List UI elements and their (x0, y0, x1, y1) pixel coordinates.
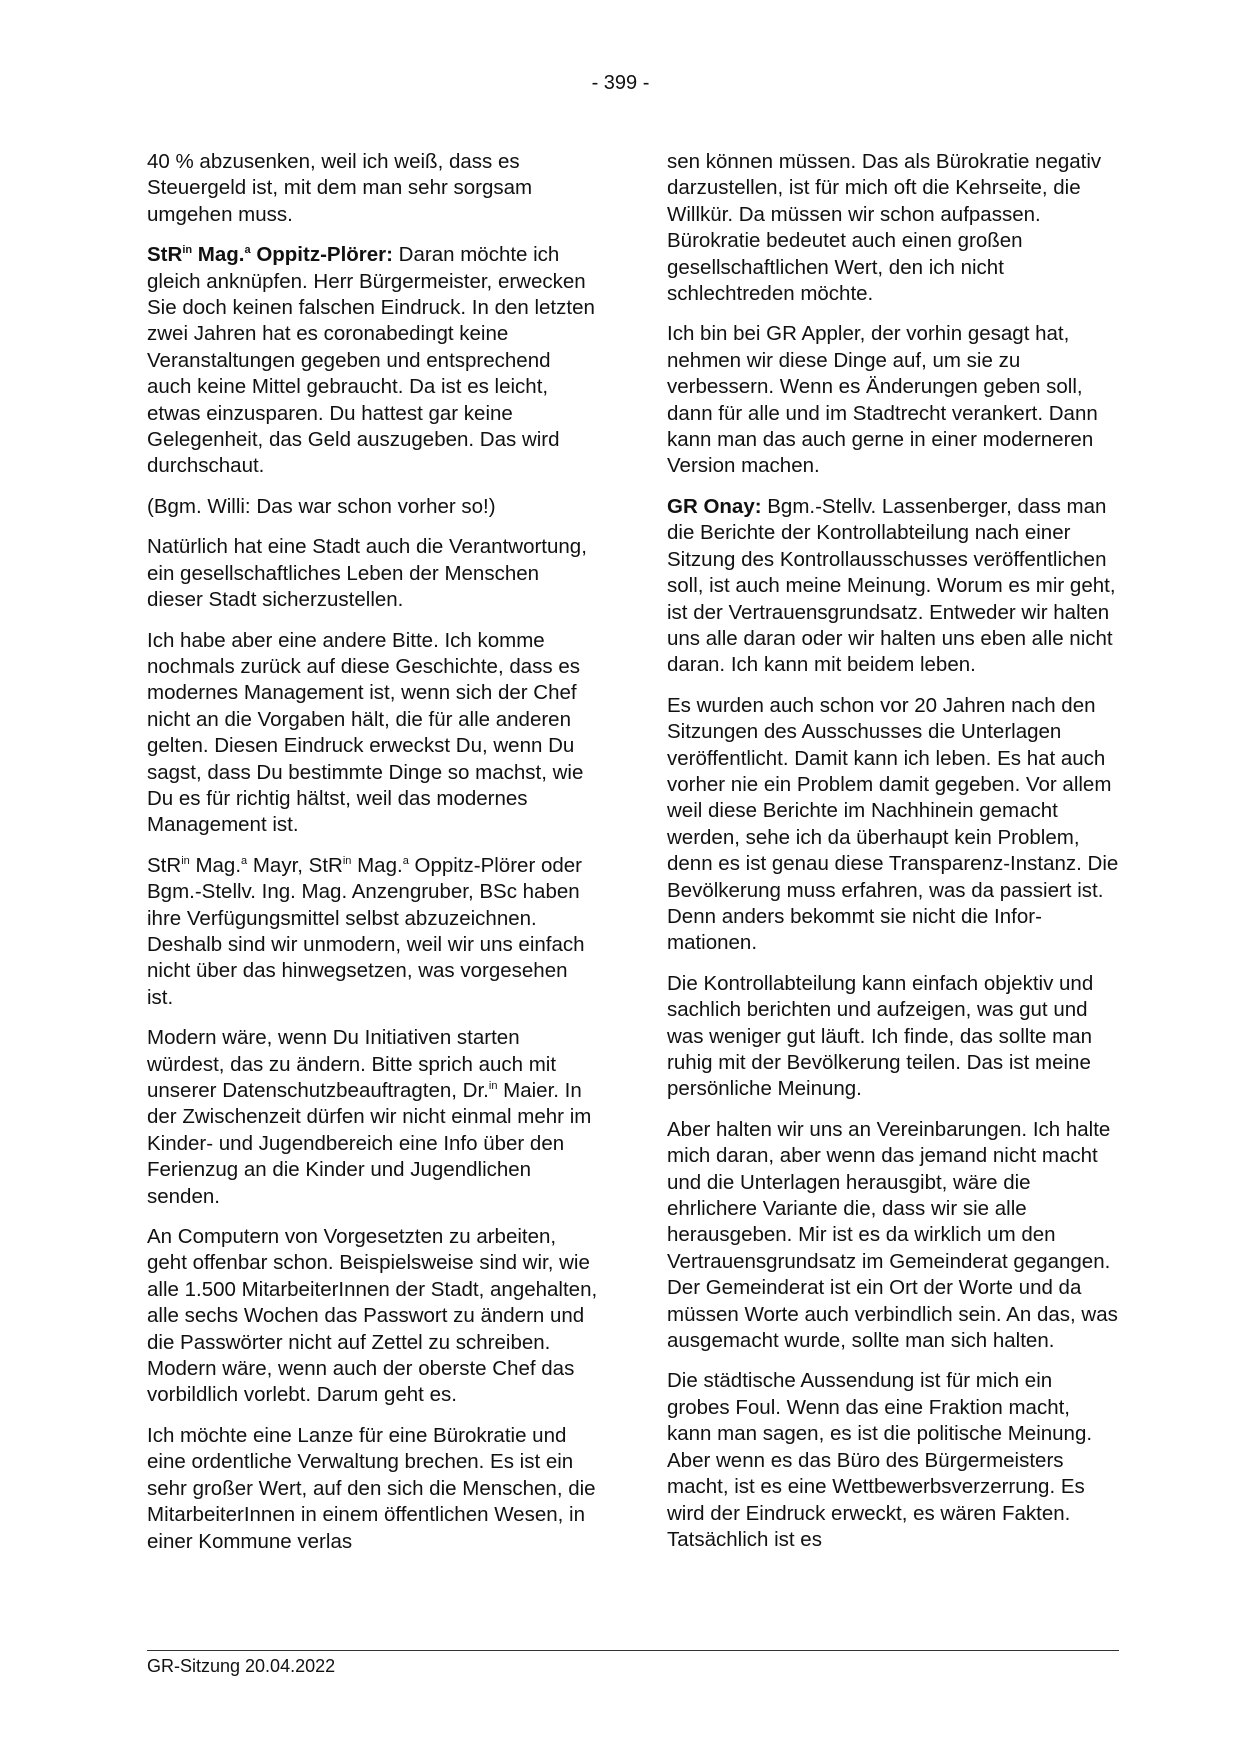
paragraph: Ich möchte eine Lanze für eine Bürokratie und eine ordentliche Verwaltung brechen. Es ist ein sehr großer Wert, auf den sich die Menschen, die MitarbeiterInnen in einem öffentlichen Wesen, in einer Kommune verlas (147, 1423, 596, 1553)
footer-divider (147, 1650, 1119, 1651)
paragraph: StR$^{in}$ Mag.$^a$ Mayr, StR$^{in}$ Mag.$^a$ Oppitz-Plörer oder Bgm.-Stellv. Ing. Mag. Anzengruber, BSc haben ihre Verfügungsmittel selbst abzuzeichnen. Deshalb sind wir unmodern, weil wir uns einfach nicht über das hinwegsetzen, was vorgesehen ist. (147, 853, 585, 1009)
paragraph: An Computern von Vorgesetzten zu arbeiten, geht offenbar schon. Beispielsweise sind wir, wie alle 1.500 MitarbeiterInnen der Stadt, angehalten, alle sechs Wochen das Passwort zu ändern und die Passwörter nicht auf Zettel zu schreiben. Modern wäre, wenn auch der oberste Chef das vorbildlich vorlebt. Darum geht es. (147, 1225, 598, 1407)
paragraph (147, 242, 599, 480)
paragraph (667, 494, 1119, 679)
paragraph: Aber halten wir uns an Vereinbarungen. Ich halte mich daran, aber wenn das jemand nicht macht und die Unterlagen herausgibt, wäre die ehrlichere Variante die, dass wir sie alle herausgeben. Mir ist es da wirklich um den Vertrauensgrundsatz im Gemeinderat gegangen. Der Gemeinderat ist ein Ort der Worte und da müssen Worte auch verbindlich sein. An das, was ausgemacht wurde, sollte man sich halten. (667, 1117, 1118, 1353)
speaker-name: StR$^{in}$ Mag.$^a$ Oppitz-Plörer: (147, 243, 393, 267)
paragraph: (Bgm. Willi: Das war schon vorher so!) (147, 494, 496, 518)
paragraph: Natürlich hat eine Stadt auch die Verantwortung, ein gesellschaftliches Leben der Menschen dieser Stadt sicherzustellen. (147, 535, 587, 612)
paragraph: Es wurden auch schon vor 20 Jahren nach den Sitzungen des Ausschusses die Unterlagen veröffentlicht. Damit kann ich leben. Es hat auch vorher nie ein Problem damit gegeben. Vor allem weil diese Berichte im Nachhinein gemacht werden, sehe ich da überhaupt kein Problem, denn es ist genau diese Transparenz-Instanz. Die Bevölkerung muss erfahren, was da passiert ist. Denn anders bekommt sie nicht die Informationen. (667, 693, 1119, 955)
left-column (147, 149, 599, 1569)
paragraph: Ich habe aber eine andere Bitte. Ich komme nochmals zurück auf diese Geschichte, dass es modernes Management ist, wenn sich der Chef nicht an die Vorgaben hält, die für alle anderen gelten. Diesen Eindruck erweckst Du, wenn Du sagst, dass Du bestimmte Dinge so machst, wie Du es für richtig hältst, weil das modernes Management ist. (147, 628, 584, 837)
footer-text: GR-Sitzung 20.04.2022 (147, 1656, 336, 1676)
paragraph: Die städtische Aussendung ist für mich ein grobes Foul. Wenn das eine Fraktion macht, kann man sagen, es ist die politische Meinung. Aber wenn es das Büro des Bürgermeisters macht, ist es eine Wettbewerbsverzerrung. Es wird der Eindruck erweckt, es wären Fakten. Tatsächlich ist es (667, 1369, 1093, 1551)
speech-text: Bgm.-Stellv. Lassenberger, dass man die Berichte der Kontrollabteilung nach einer Sitzung des Kontrollausschusses veröffentlichen soll, ist auch meine Meinung. Worum es mir geht, ist der Vertrauensgrundsatz. Entweder wir halten uns alle daran oder wir halten uns eben alle nicht daran. Ich kann mit beidem leben. (667, 494, 1116, 677)
speaker-name: GR Onay: (667, 494, 762, 518)
paragraph: sen können müssen. Das als Bürokratie negativ darzustellen, ist für mich oft die Kehrseite, die Willkür. Da müssen wir schon aufpassen. Bürokratie bedeutet auch einen großen gesellschaftlichen Wert, den ich nicht schlechtreden möchte. (667, 150, 1102, 306)
right-column (667, 149, 1119, 1567)
paragraph: Modern wäre, wenn Du Initiativen starten würdest, das zu ändern. Bitte sprich auch mit unserer Datenschutzbeauftragten, Dr.$^{in}$ Maier. In der Zwischenzeit dürfen wir nicht einmal mehr im Kinder- und Jugendbereich eine Info über den Ferienzug an die Kinder und Jugendlichen senden. (147, 1026, 592, 1208)
page-number: - 399 - (591, 72, 650, 94)
speech-text: Daran möchte ich gleich anknüpfen. Herr Bürgermeister, erwecken Sie doch keinen falschen Eindruck. In den letzten zwei Jahren hat es coronabedingt keine Veranstaltungen gegeben und entsprechend auch keine Mittel gebraucht. Da ist es leicht, etwas einzusparen. Du hattest gar keine Gelegenheit, das Geld auszugeben. Das wird durchschaut. (147, 243, 595, 478)
paragraph: Die Kontrollabteilung kann einfach objektiv und sachlich berichten und aufzeigen, was gut und was weniger gut läuft. Ich finde, das sollte man ruhig mit der Bevölkerung teilen. Das ist meine persönliche Meinung. (667, 971, 1094, 1101)
paragraph: Ich bin bei GR Appler, der vorhin gesagt hat, nehmen wir diese Dinge auf, um sie zu verbessern. Wenn es Änderungen geben soll, dann für alle und im Stadtrecht verankert. Dann kann man das auch gerne in einer moderneren Version machen. (667, 322, 1098, 478)
paragraph: 40 % abzusenken, weil ich weiß, dass es Steuergeld ist, mit dem man sehr sorgsam umgehen muss. (147, 150, 533, 226)
